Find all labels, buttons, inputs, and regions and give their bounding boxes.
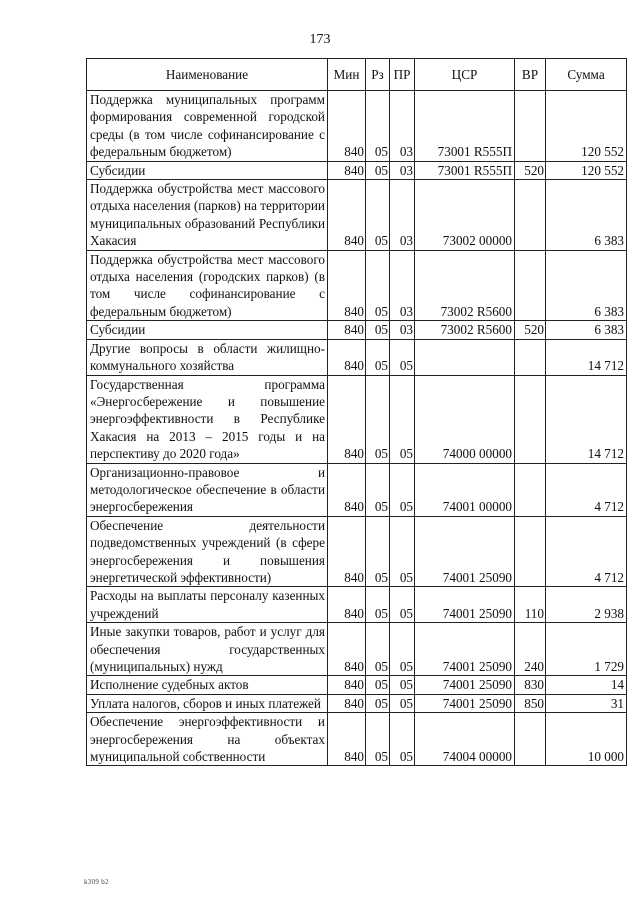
row-vr: 110 bbox=[515, 587, 546, 623]
row-rz: 05 bbox=[366, 694, 390, 712]
row-name: Субсидии bbox=[87, 321, 328, 339]
row-sum: 14 712 bbox=[546, 339, 627, 375]
row-rz: 05 bbox=[366, 375, 390, 463]
page-number: 173 bbox=[309, 32, 331, 47]
row-pr: 03 bbox=[390, 250, 415, 321]
table-body bbox=[87, 91, 627, 766]
header-pr: ПР bbox=[390, 59, 415, 91]
footer-mark: k309 b2 bbox=[84, 878, 109, 886]
table-row bbox=[87, 463, 627, 516]
row-min: 840 bbox=[328, 463, 366, 516]
row-csr: 74001 25090 bbox=[415, 623, 515, 676]
row-sum: 4 712 bbox=[546, 516, 627, 587]
row-min: 840 bbox=[328, 339, 366, 375]
row-name: Поддержка муниципальных программ формирования современной городской среды (в том числе софинансирование с федеральным бюджетом) bbox=[87, 91, 328, 162]
table-row bbox=[87, 321, 627, 339]
row-name: Организационно-правовое и методологическое обеспечение в области энергосбережения bbox=[87, 463, 328, 516]
row-sum: 31 bbox=[546, 694, 627, 712]
row-name: Исполнение судебных актов bbox=[87, 676, 328, 694]
table-row bbox=[87, 250, 627, 321]
row-name: Иные закупки товаров, работ и услуг для обеспечения государственных (муниципальных) нужд bbox=[87, 623, 328, 676]
row-name: Уплата налогов, сборов и иных платежей bbox=[87, 694, 328, 712]
table-row bbox=[87, 676, 627, 694]
row-pr: 03 bbox=[390, 91, 415, 162]
table-row bbox=[87, 91, 627, 162]
row-csr: 73002 R5600 bbox=[415, 250, 515, 321]
row-min: 840 bbox=[328, 91, 366, 162]
header-vr: ВР bbox=[515, 59, 546, 91]
row-csr: 74001 25090 bbox=[415, 587, 515, 623]
row-min: 840 bbox=[328, 161, 366, 179]
row-csr: 73002 00000 bbox=[415, 180, 515, 251]
row-vr bbox=[515, 713, 546, 766]
row-csr: 73002 R5600 bbox=[415, 321, 515, 339]
table-row bbox=[87, 713, 627, 766]
row-csr: 74004 00000 bbox=[415, 713, 515, 766]
row-rz: 05 bbox=[366, 676, 390, 694]
row-rz: 05 bbox=[366, 321, 390, 339]
row-sum: 14 bbox=[546, 676, 627, 694]
row-vr bbox=[515, 375, 546, 463]
row-csr: 74001 25090 bbox=[415, 694, 515, 712]
row-pr: 05 bbox=[390, 713, 415, 766]
row-sum: 2 938 bbox=[546, 587, 627, 623]
row-vr bbox=[515, 339, 546, 375]
row-name: Субсидии bbox=[87, 161, 328, 179]
row-rz: 05 bbox=[366, 516, 390, 587]
row-pr: 05 bbox=[390, 516, 415, 587]
row-csr: 74001 00000 bbox=[415, 463, 515, 516]
row-pr: 03 bbox=[390, 161, 415, 179]
row-sum: 1 729 bbox=[546, 623, 627, 676]
header-sum: Сумма bbox=[546, 59, 627, 91]
row-vr bbox=[515, 516, 546, 587]
row-rz: 05 bbox=[366, 91, 390, 162]
row-sum: 120 552 bbox=[546, 91, 627, 162]
row-name: Расходы на выплаты персоналу казенных учреждений bbox=[87, 587, 328, 623]
row-pr: 05 bbox=[390, 463, 415, 516]
header-rz: Рз bbox=[366, 59, 390, 91]
row-min: 840 bbox=[328, 180, 366, 251]
row-name: Другие вопросы в области жилищно-коммунального хозяйства bbox=[87, 339, 328, 375]
row-vr bbox=[515, 91, 546, 162]
row-csr: 74001 25090 bbox=[415, 516, 515, 587]
row-vr: 520 bbox=[515, 321, 546, 339]
row-min: 840 bbox=[328, 713, 366, 766]
row-vr: 850 bbox=[515, 694, 546, 712]
table-row bbox=[87, 339, 627, 375]
row-vr: 240 bbox=[515, 623, 546, 676]
row-min: 840 bbox=[328, 676, 366, 694]
row-csr bbox=[415, 339, 515, 375]
row-name: Обеспечение энергоэффективности и энергосбережения на объектах муниципальной собственности bbox=[87, 713, 328, 766]
row-rz: 05 bbox=[366, 713, 390, 766]
budget-table bbox=[86, 58, 627, 766]
row-sum: 4 712 bbox=[546, 463, 627, 516]
header-csr: ЦСР bbox=[415, 59, 515, 91]
row-name: Поддержка обустройства мест массового отдыха населения (парков) на территории муниципальных образований Республики Хакасия bbox=[87, 180, 328, 251]
row-min: 840 bbox=[328, 375, 366, 463]
row-min: 840 bbox=[328, 516, 366, 587]
row-sum: 6 383 bbox=[546, 180, 627, 251]
row-rz: 05 bbox=[366, 180, 390, 251]
row-pr: 05 bbox=[390, 587, 415, 623]
row-pr: 05 bbox=[390, 694, 415, 712]
row-min: 840 bbox=[328, 321, 366, 339]
row-name: Обеспечение деятельности подведомственных учреждений (в сфере энергосбережения и повышения энергетической эффективности) bbox=[87, 516, 328, 587]
row-min: 840 bbox=[328, 623, 366, 676]
header-name: Наименование bbox=[87, 59, 328, 91]
row-sum: 10 000 bbox=[546, 713, 627, 766]
row-vr bbox=[515, 250, 546, 321]
row-csr: 74001 25090 bbox=[415, 676, 515, 694]
row-rz: 05 bbox=[366, 161, 390, 179]
row-rz: 05 bbox=[366, 250, 390, 321]
row-sum: 14 712 bbox=[546, 375, 627, 463]
table-row bbox=[87, 161, 627, 179]
row-rz: 05 bbox=[366, 623, 390, 676]
row-pr: 03 bbox=[390, 321, 415, 339]
row-csr: 73001 R555П bbox=[415, 161, 515, 179]
row-pr: 05 bbox=[390, 339, 415, 375]
row-min: 840 bbox=[328, 587, 366, 623]
table-row bbox=[87, 623, 627, 676]
table-row bbox=[87, 516, 627, 587]
row-pr: 05 bbox=[390, 375, 415, 463]
table-row bbox=[87, 180, 627, 251]
header-min: Мин bbox=[328, 59, 366, 91]
table-row bbox=[87, 694, 627, 712]
row-sum: 120 552 bbox=[546, 161, 627, 179]
row-csr: 73001 R555П bbox=[415, 91, 515, 162]
row-sum: 6 383 bbox=[546, 321, 627, 339]
row-rz: 05 bbox=[366, 587, 390, 623]
row-pr: 05 bbox=[390, 676, 415, 694]
row-rz: 05 bbox=[366, 463, 390, 516]
row-vr bbox=[515, 180, 546, 251]
row-sum: 6 383 bbox=[546, 250, 627, 321]
row-vr: 520 bbox=[515, 161, 546, 179]
row-name: Поддержка обустройства мест массового отдыха населения (городских парков) (в том числе софинансирование с федеральным бюджетом) bbox=[87, 250, 328, 321]
row-rz: 05 bbox=[366, 339, 390, 375]
row-min: 840 bbox=[328, 250, 366, 321]
table-row bbox=[87, 587, 627, 623]
row-csr: 74000 00000 bbox=[415, 375, 515, 463]
row-pr: 03 bbox=[390, 180, 415, 251]
row-vr: 830 bbox=[515, 676, 546, 694]
row-min: 840 bbox=[328, 694, 366, 712]
table-row bbox=[87, 375, 627, 463]
row-pr: 05 bbox=[390, 623, 415, 676]
row-vr bbox=[515, 463, 546, 516]
row-name: Государственная программа «Энергосбережение и повышение энергоэффективности в Республике Хакасия на 2013 – 2015 годы и на перспективу до 2020 года» bbox=[87, 375, 328, 463]
table-header-row bbox=[87, 59, 627, 91]
